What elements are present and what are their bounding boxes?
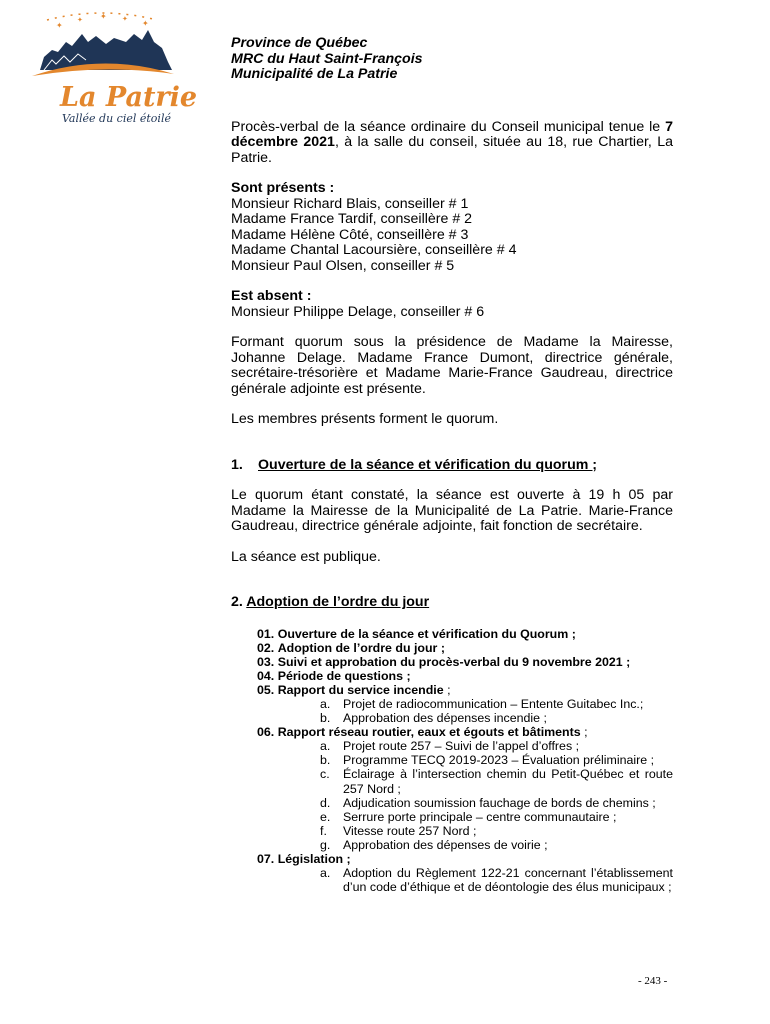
agenda-subitem-letter: a. [320, 866, 331, 881]
header-province: Province de Québec [231, 35, 368, 51]
agenda-subitem-text: Vitesse route 257 Nord ; [343, 823, 477, 838]
agenda-subitem-text: Adjudication soumission fauchage de bords de chemins ; [343, 795, 656, 810]
agenda-item-label: 02. [257, 640, 275, 655]
agenda-subitem-letter: g. [320, 837, 331, 852]
agenda-subitem-letter: e. [320, 809, 331, 824]
present-member: Monsieur Richard Blais, conseiller # 1 [231, 195, 469, 212]
agenda-subitem-letter: f. [320, 823, 327, 838]
present-member: Madame Hélène Côté, conseillère # 3 [231, 226, 469, 243]
section-1-body: Le quorum étant constaté, la séance est ouverte à 19 h 05 par Madame la Mairesse de la Municipalité de La Patrie. Marie-France Gaudreau, directrice générale adjointe, fait fonction de secrétaire. [231, 487, 673, 534]
section-1-title: Ouverture de la séance et vérification du quorum ; [258, 456, 598, 473]
agenda-item-text: Ouverture de la séance et vérification du Quorum ; [277, 626, 576, 641]
agenda-subitem-letter: b. [320, 753, 331, 768]
agenda-subitem-letter: b. [320, 711, 331, 726]
agenda-subitem-text: Projet de radiocommunication – Entente Guitabec Inc.; [343, 696, 644, 711]
agenda-subitem-letter: c. [320, 767, 330, 782]
agenda-item [257, 725, 673, 739]
section-2-heading [231, 595, 673, 611]
agenda-item-suffix: ; [443, 682, 451, 697]
agenda-item-text: Adoption de l’ordre du jour ; [277, 640, 445, 655]
svg-text:✦: ✦ [56, 21, 63, 30]
absent-block [231, 289, 673, 320]
agenda-item-text: Suivi et approbation du procès-verbal du 9 novembre 2021 ; [277, 654, 631, 669]
agenda-item-label: 03. [257, 654, 275, 669]
document-body [231, 36, 673, 894]
quorum-paragraph: Formant quorum sous la présidence de Madame la Mairesse, Johanne Delage. Madame France Dumont, directrice générale, secrétaire-trésorière et Madame Marie-France Gaudreau, directrice générale adjointe est présente. [231, 334, 673, 397]
svg-text:✦: ✦ [100, 12, 107, 21]
header-mrc: MRC du Haut Saint-François [231, 50, 423, 67]
page-number: - 243 - [638, 975, 668, 987]
absent-heading: Est absent : [231, 288, 312, 304]
agenda-subitem-letter: d. [320, 795, 331, 810]
present-heading: Sont présents : [231, 180, 335, 196]
agenda-subitem-text: Approbation des dépenses de voirie ; [343, 837, 548, 852]
agenda-subitem-text: Serrure porte principale – centre communautaire ; [343, 809, 617, 824]
agenda-subitem [257, 810, 673, 824]
agenda-subitem [257, 739, 673, 753]
logo-name: La Patrie [60, 82, 198, 113]
agenda-item-text: Rapport réseau routier, eaux et égouts et bâtiments [277, 725, 581, 740]
session-public: La séance est publique. [231, 548, 381, 565]
agenda-subitem [257, 753, 673, 767]
svg-text:✦: ✦ [122, 16, 128, 23]
agenda-item-label: 04. [257, 668, 275, 683]
agenda-subitem [257, 711, 673, 725]
agenda-subitem-text: Projet route 257 – Suivi de l’appel d’offres ; [343, 739, 580, 754]
svg-text:✦: ✦ [142, 19, 149, 28]
agenda-subitem-text: Adoption du Règlement 122-21 concernant l’établissement d’un code d’éthique et de déontologie des élus municipaux ; [343, 866, 673, 895]
section-2-title: Adoption de l’ordre du jour [246, 594, 430, 610]
agenda-item [257, 683, 673, 697]
section-2-number: 2. [231, 594, 243, 610]
quorum-statement: Les membres présents forment le quorum. [231, 411, 499, 427]
agenda-subitem [257, 697, 673, 711]
agenda-item-label: 06. [257, 725, 275, 740]
document-header [231, 36, 673, 83]
agenda-subitem-text: Éclairage à l’intersection chemin du Petit-Québec et route 257 Nord ; [343, 767, 673, 796]
intro-text: Procès-verbal de la séance ordinaire du Conseil municipal tenue le [231, 118, 666, 135]
agenda-item [257, 852, 673, 866]
intro-paragraph [231, 120, 673, 167]
agenda-item-text: Rapport du service incendie [277, 682, 444, 697]
section-1-heading [231, 458, 673, 474]
agenda-subitem [257, 866, 673, 894]
section-1-number: 1. [231, 456, 243, 473]
agenda-item-label: 07. [257, 852, 275, 866]
agenda-item-text: Période de questions ; [277, 668, 411, 683]
present-member: Madame France Tardif, conseillère # 2 [231, 211, 473, 227]
agenda-subitem-letter: a. [320, 739, 331, 754]
present-member: Monsieur Paul Olsen, conseiller # 5 [231, 257, 455, 274]
agenda-subitem [257, 767, 673, 795]
logo-graphic [22, 12, 182, 87]
agenda-list [257, 627, 673, 895]
agenda-subitem [257, 838, 673, 852]
agenda-item [257, 641, 673, 655]
absent-member: Monsieur Philippe Delage, conseiller # 6 [231, 303, 485, 320]
meeting-date: 7 décembre 2021 [231, 118, 673, 150]
agenda-item-suffix: ; [580, 725, 588, 740]
agenda-item-label: 01. [257, 626, 275, 641]
present-block [231, 181, 673, 274]
intro-location: , à la salle du conseil, située au 18, rue Chartier, La Patrie. [231, 134, 673, 166]
agenda-item [257, 655, 673, 669]
agenda-subitem-letter: a. [320, 696, 331, 711]
agenda-subitem [257, 796, 673, 810]
agenda-item [257, 669, 673, 683]
agenda-item-text: Législation ; [277, 852, 351, 866]
svg-text:✦: ✦ [77, 17, 83, 24]
agenda-item-label: 05. [257, 682, 275, 697]
agenda-subitem-text: Programme TECQ 2019-2023 – Évaluation préliminaire ; [343, 753, 655, 768]
present-member: Madame Chantal Lacoursière, conseillère # 4 [231, 242, 517, 258]
agenda-subitem [257, 824, 673, 838]
agenda-subitem-text: Approbation des dépenses incendie ; [343, 711, 547, 726]
municipality-logo [22, 12, 198, 125]
header-municipality: Municipalité de La Patrie [231, 66, 398, 82]
logo-tagline: Vallée du ciel étoilé [62, 112, 171, 125]
agenda-item [257, 627, 673, 641]
